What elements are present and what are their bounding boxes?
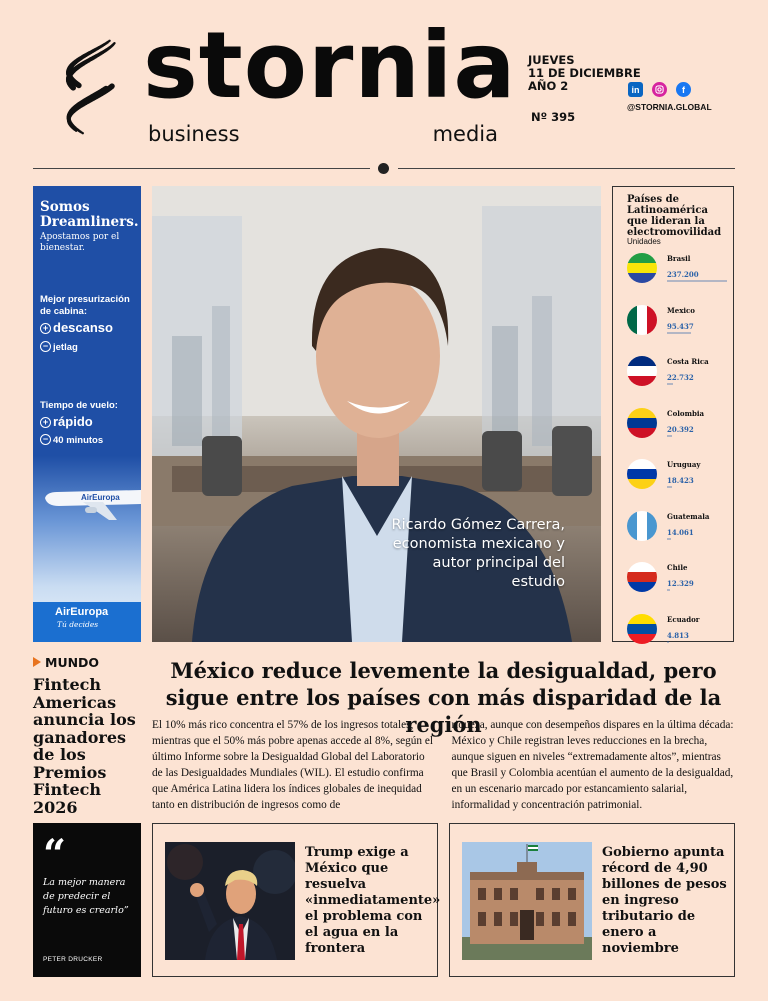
- header-divider: [33, 168, 370, 169]
- chart-value-label: 237.200: [667, 270, 699, 279]
- chart-bar: [667, 641, 669, 643]
- photo-caption: Ricardo Gómez Carrera, economista mexicano y autor principal del estudio: [391, 517, 565, 590]
- news-card[interactable]: [449, 823, 735, 977]
- flag-icon: [627, 305, 657, 335]
- social-links: [628, 82, 691, 97]
- chart-value-label: 12.329: [667, 579, 694, 588]
- plane-livery: AirEuropa: [81, 493, 120, 502]
- chart-category: Costa Rica: [667, 357, 709, 366]
- date-line: 11 DE DICIEMBRE: [528, 66, 641, 80]
- ad-minus-line: − jetlag: [40, 341, 78, 353]
- stornia-logo-icon: [58, 36, 128, 138]
- chart-category: Mexico: [667, 305, 695, 315]
- date-line: AÑO 2: [528, 79, 569, 93]
- ad-minus-line: − 40 minutos: [40, 434, 103, 446]
- chart-unit: Unidades: [627, 237, 661, 246]
- ad-brand: AirEuropa: [55, 606, 109, 618]
- hero-photo: [152, 186, 601, 642]
- article-column: riqueza, aunque con desempeños dispares en la última década: México y Chile registran leves reducciones en la brecha, aunque siguen en niveles “extremadamente altos”, mientras que Brasil y Colombia acentúan el aumento de la desigualdad, en un escenario marcado por estancamiento salarial, informalidad y concentración patrimonial.: [451, 719, 734, 811]
- facebook-icon[interactable]: f: [676, 82, 691, 97]
- chart-bar: [667, 383, 673, 385]
- chart-category: Chile: [667, 563, 688, 572]
- chart-row: [627, 356, 731, 396]
- chart-value-label: 18.423: [667, 476, 694, 485]
- chart-row: [627, 562, 731, 602]
- ad-slogan: Tú decides: [57, 620, 99, 629]
- chart-row: [627, 253, 731, 293]
- tagline-word: business: [148, 122, 240, 146]
- tagline-word: media: [432, 122, 498, 146]
- flag-icon: [627, 253, 657, 283]
- chart-category: Ecuador: [667, 614, 700, 624]
- quote-box: [33, 823, 141, 977]
- airplane-icon: [43, 482, 141, 526]
- chart-value-label: 95.437: [667, 321, 694, 331]
- ad-plus-line: + rápido: [40, 414, 93, 429]
- section-label: MUNDO: [33, 655, 99, 670]
- chart-value-label: 4.813: [667, 630, 689, 640]
- flag-icon: [627, 614, 657, 644]
- brand-tagline: [148, 122, 498, 146]
- plus-icon: +: [40, 417, 51, 428]
- chart-category: Colombia: [667, 408, 705, 418]
- ad-cabin-label: Mejor presurización de cabina:: [40, 294, 130, 317]
- issue-number: Nº 395: [531, 110, 576, 124]
- instagram-icon[interactable]: [652, 82, 667, 97]
- news-headline[interactable]: Gobierno apunta récord de 4,90 billones de pesos en ingreso tributario de enero a noviembre: [602, 845, 727, 956]
- chart-value-label: 22.732: [667, 373, 694, 382]
- chart-row: [627, 459, 731, 499]
- triangle-icon: [33, 657, 41, 667]
- electromobility-chart: [612, 186, 734, 642]
- flag-icon: [627, 511, 657, 541]
- flag-icon: [627, 459, 657, 489]
- chart-bar: [667, 589, 670, 591]
- airline-advertisement[interactable]: [33, 186, 141, 642]
- news-photo: [165, 842, 295, 960]
- chart-title: Países de Latinoamérica que lideran la electromovilidad: [627, 194, 722, 238]
- news-photo: [462, 842, 592, 960]
- chart-bar: [667, 486, 672, 488]
- plus-icon: +: [40, 323, 51, 334]
- chart-category: Brasil: [667, 254, 691, 263]
- chart-row: [627, 511, 731, 551]
- chart-bar: [667, 332, 691, 334]
- header-divider: [398, 168, 735, 169]
- article-column: El 10% más rico concentra el 57% de los ingresos totales, mientras que el 50% más pobre apenas accede al 8%, según el último Informe sobre la Desigualdad Global del Laboratorio de las Desigualdades Mundiales (WIL). El estudio confirma que América Latina lidera los índices globales de inequidad tanto en distribución de ingresos como de: [152, 719, 434, 811]
- social-handle[interactable]: @STORNIA.GLOBAL: [627, 102, 712, 112]
- news-headline[interactable]: Trump exige a México que resuelva «inmediatamente» el problema con el agua en la frontera: [305, 845, 441, 956]
- article-body: [152, 717, 735, 813]
- flag-icon: [627, 408, 657, 438]
- minus-icon: −: [40, 341, 51, 352]
- flag-icon: [627, 562, 657, 592]
- chart-row: [627, 305, 731, 345]
- chart-bar: [667, 538, 671, 540]
- divider-ornament-icon: [378, 163, 389, 174]
- chart-category: Uruguay: [667, 460, 701, 469]
- chart-value-label: 14.061: [667, 527, 694, 537]
- ad-flight-label: Tiempo de vuelo:: [40, 400, 118, 411]
- ad-headline: Somos Dreamliners.: [40, 199, 139, 230]
- flag-icon: [627, 356, 657, 386]
- minus-icon: −: [40, 434, 51, 445]
- quote-mark-icon: “: [43, 831, 67, 878]
- chart-row: [627, 408, 731, 448]
- chart-row: [627, 614, 731, 654]
- mundo-headline[interactable]: Fintech Americas anuncia los ganadores de los Premios Fintech 2026: [33, 675, 136, 817]
- main-headline[interactable]: México reduce levemente la desigualdad, pero sigue entre los países con más disparidad de la región: [165, 658, 722, 737]
- linkedin-icon[interactable]: in: [628, 82, 643, 97]
- quote-text: La mejor manera de predecir el futuro es crearlo”: [43, 877, 129, 916]
- news-card[interactable]: [152, 823, 441, 977]
- chart-bar: [667, 435, 672, 437]
- brand-name: stornia: [143, 12, 517, 119]
- quote-author: PETER DRUCKER: [43, 956, 103, 963]
- chart-bar: [667, 280, 727, 282]
- issue-date: [528, 54, 641, 93]
- chart-value-label: 20.392: [667, 424, 694, 434]
- chart-category: Guatemala: [667, 511, 710, 521]
- ad-subhead: Apostamos por el bienestar.: [40, 232, 120, 253]
- ad-plus-line: + descanso: [40, 320, 113, 335]
- date-line: JUEVES: [528, 53, 575, 67]
